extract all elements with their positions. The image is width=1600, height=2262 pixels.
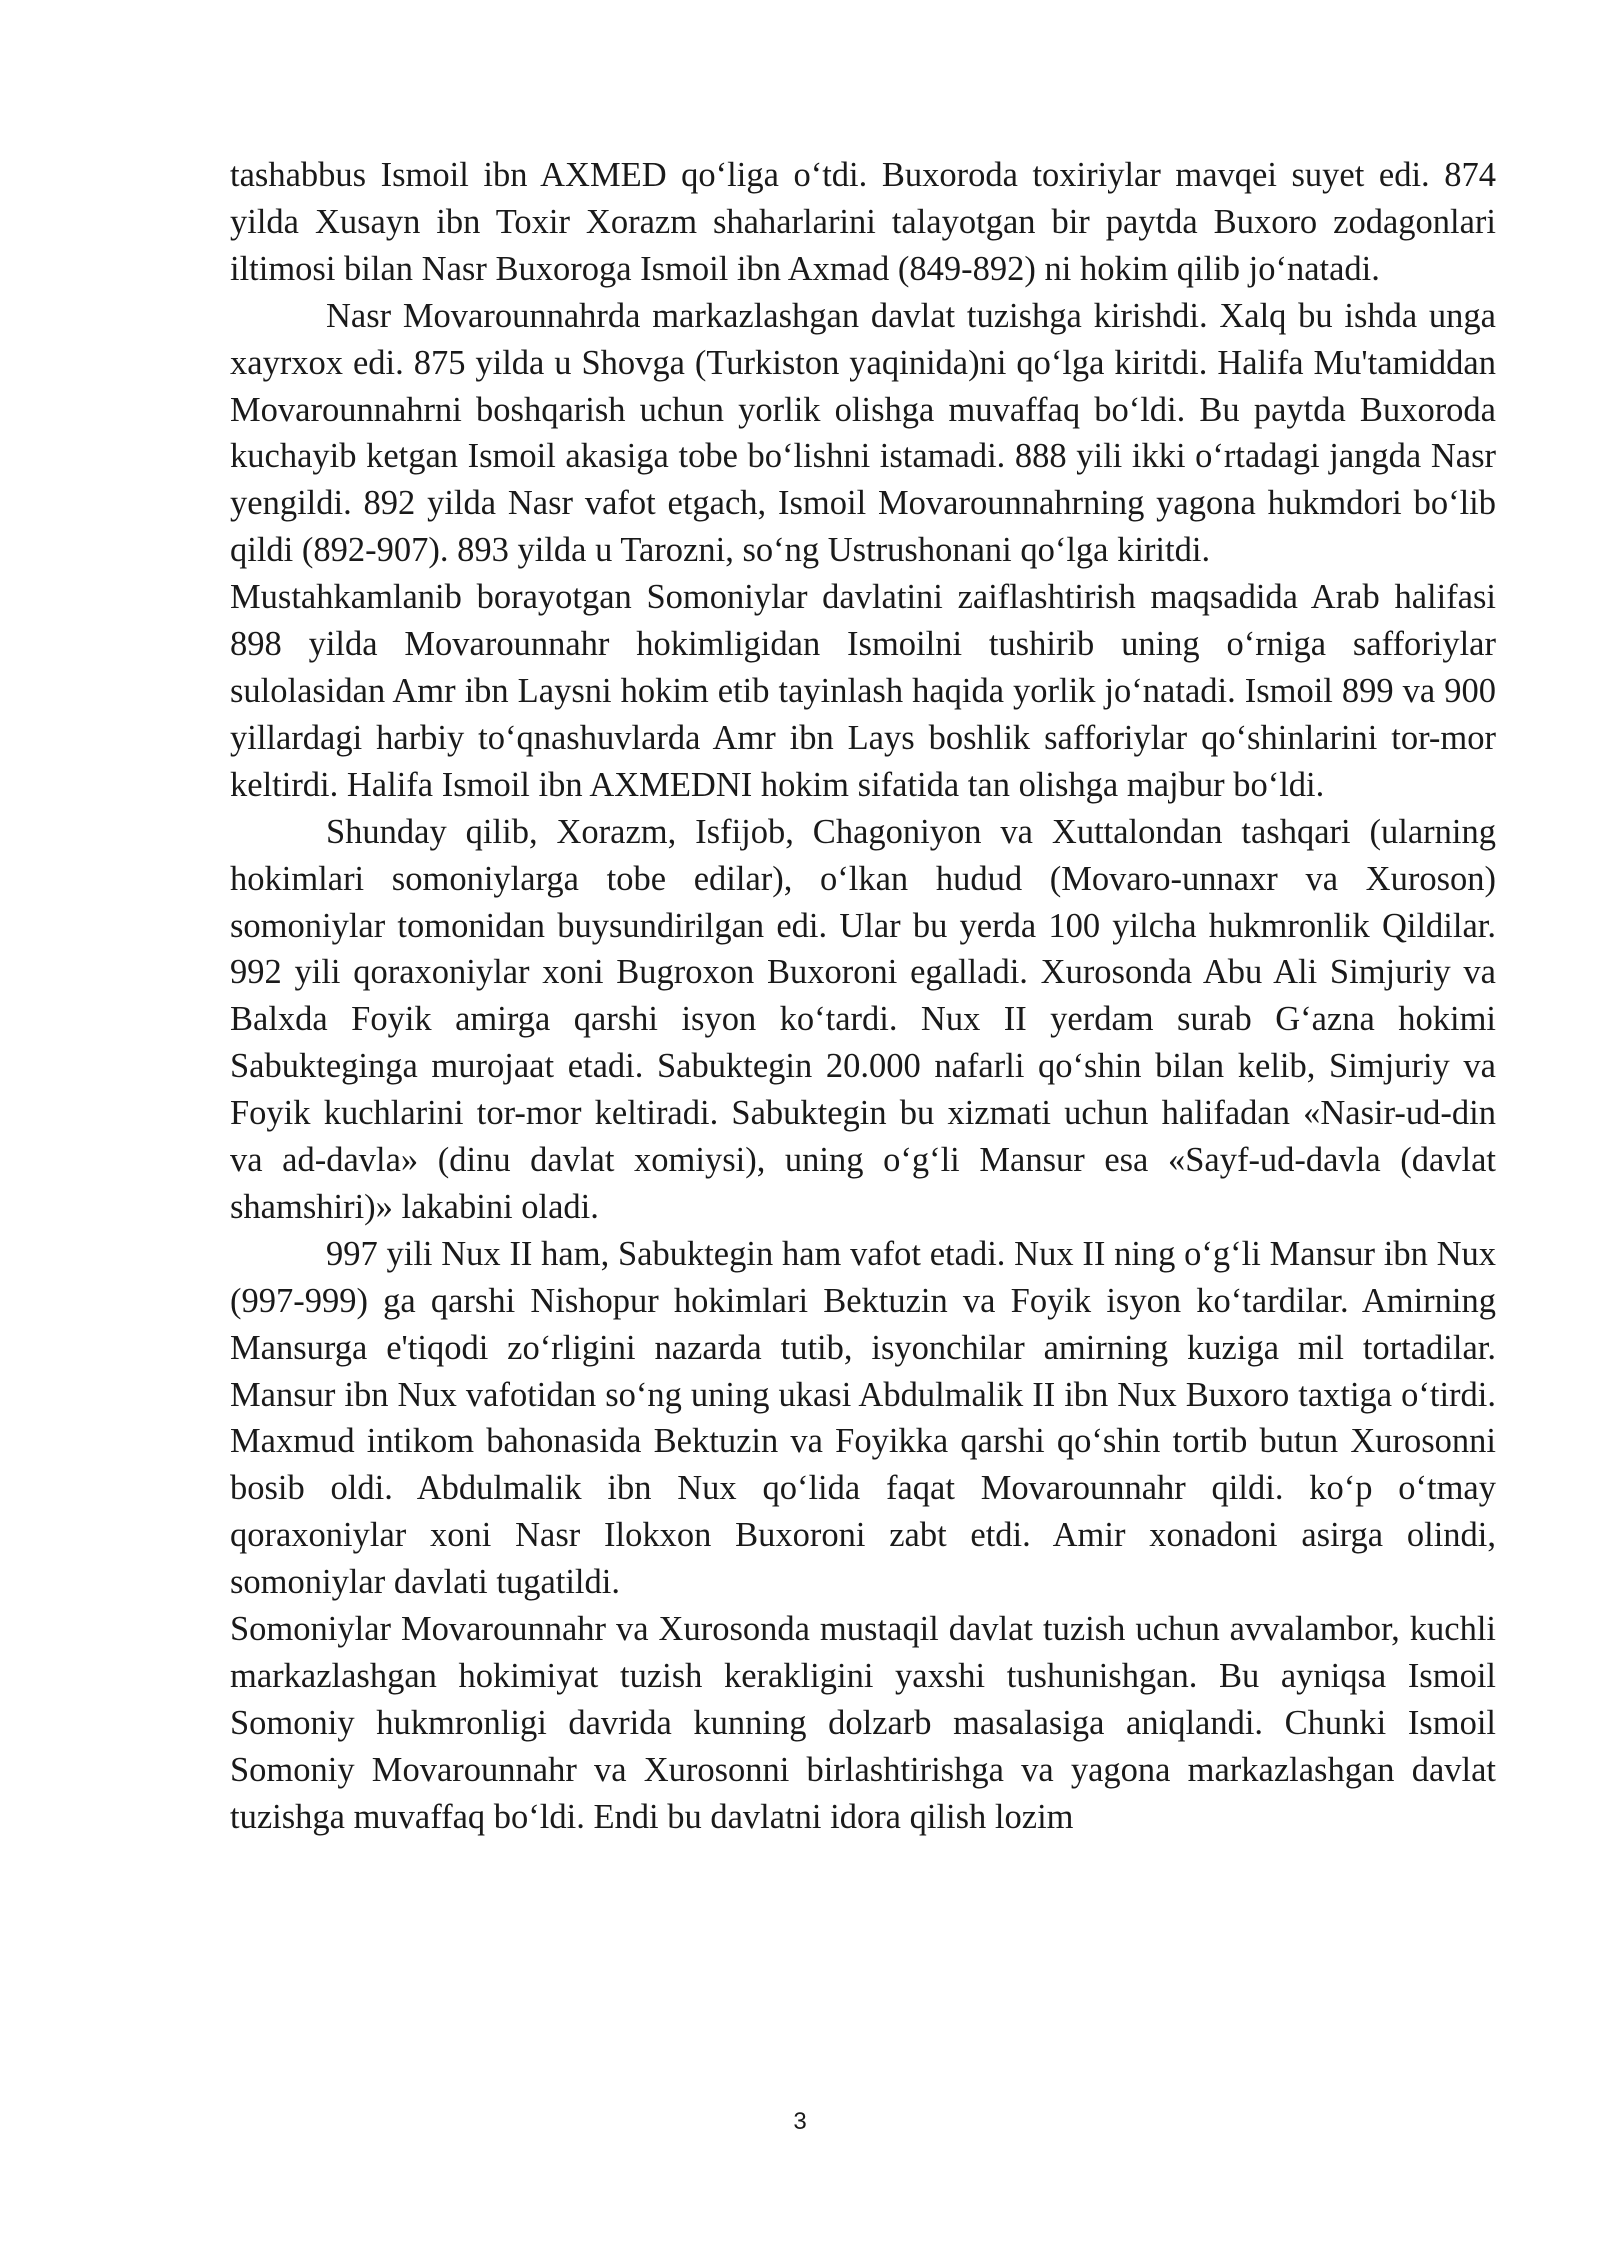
paragraph-2: Nasr Movarounnahrda markazlashgan davlat tuzishga kirishdi. Xalq bu ishda unga xayrxox edi. 875 yilda u Shovga (Turkiston yaqinida)ni qo‘lga kiritdi. Halifa Mu'tamiddan Movarounnahrni boshqarish uchun yorlik olishga muvaffaq bo‘ldi. Bu paytda Buxoroda kuchayib ketgan Ismoil akasiga tobe bo‘lishni istamadi. 888 yili ikki o‘rtadagi jangda Nasr yengildi. 892 yilda Nasr vafot etgach, Ismoil Movarounnahrning yagona hukmdori bo‘lib qildi (892-907). 893 yilda u Tarozni, so‘ng Ustrushonani qo‘lga kiritdi. <box>230 296 1496 570</box>
paragraph-3: Mustahkamlanib borayotgan Somoniylar davlatini zaiflashtirish maqsadida Arab halifasi 898 yilda Movarounnahr hokimligidan Ismoilni tushirib uning o‘rniga safforiylar sulolasidan Amr ibn Laysni hokim etib tayinlash haqida yorlik jo‘natadi. Ismoil 899 va 900 yillardagi harbiy to‘qnashuvlarda Amr ibn Lays boshlik safforiylar qo‘shinlarini tor-mor keltirdi. Halifa Ismoil ibn AXMEDNI hokim sifatida tan olishga majbur bo‘ldi. <box>230 578 1496 804</box>
document-body <box>230 152 1496 1841</box>
paragraph-1: tashabbus Ismoil ibn AXMED qo‘liga o‘tdi. Buxoroda toxiriylar mavqei suyet edi. 874 yilda Xusayn ibn Toxir Xorazm shaharlarini talayotgan bir paytda Buxoro zodagonlari iltimosi bilan Nasr Buxoroga Ismoil ibn Axmad (849-892) ni hokim qilib jo‘natadi. <box>230 156 1496 288</box>
paragraph-4: Shunday qilib, Xorazm, Isfijob, Chagoniyon va Xuttalondan tashqari (ularning hokimlari somoniylarga tobe edilar), o‘lkan hudud (Movaro-unnaxr va Xuroson) somoniylar tomonidan buysundirilgan edi. Ular bu yerda 100 yilcha hukmronlik Qildilar. 992 yili qoraxoniylar xoni Bugroxon Buxoroni egalladi. Xurosonda Abu Ali Simjuriy va Balxda Foyik amirga qarshi isyon ko‘tardi. Nux II yerdam surab G‘azna hokimi Sabukteginga murojaat etadi. Sabuktegin 20.000 nafarli qo‘shin bilan kelib, Simjuriy va Foyik kuchlarini tor-mor keltiradi. Sabuktegin bu xizmati uchun halifadan «Nasir-ud-din va ad-davla» (dinu davlat xomiysi), uning o‘g‘li Mansur esa «Sayf-ud-davla (davlat shamshiri)» lakabini oladi. <box>230 812 1496 1226</box>
paragraph-5: 997 yili Nux II ham, Sabuktegin ham vafot etadi. Nux II ning o‘g‘li Mansur ibn Nux (997-999) ga qarshi Nishopur hokimlari Bektuzin va Foyik isyon ko‘tardilar. Amirning Mansurga e'tiqodi zo‘rligini nazarda tutib, isyonchilar amirning kuziga mil tortadilar. Mansur ibn Nux vafotidan so‘ng uning ukasi Abdulmalik II ibn Nux Buxoro taxtiga o‘tirdi. Maxmud intikom bahonasida Bektuzin va Foyikka qarshi qo‘shin tortib butun Xurosonni bosib oldi. Abdulmalik ibn Nux qo‘lida faqat Movarounnahr qildi. ko‘p o‘tmay qoraxoniylar xoni Nasr Ilokxon Buxoroni zabt etdi. Amir xonadoni asirga olindi, somoniylar davlati tugatildi. <box>230 1234 1496 1602</box>
page-number: 3 <box>793 2108 807 2135</box>
paragraph-6: Somoniylar Movarounnahr va Xurosonda mustaqil davlat tuzish uchun avvalambor, kuchli markazlashgan hokimiyat tuzish kerakligini yaxshi tushunishgan. Bu ayniqsa Ismoil Somoniy hukmronligi davrida kunning dolzarb masalasiga aniqlandi. Chunki Ismoil Somoniy Movarounnahr va Xurosonni birlashtirishga va yagona markazlashgan davlat tuzishga muvaffaq bo‘ldi. Endi bu davlatni idora qilish lozim <box>230 1610 1496 1836</box>
